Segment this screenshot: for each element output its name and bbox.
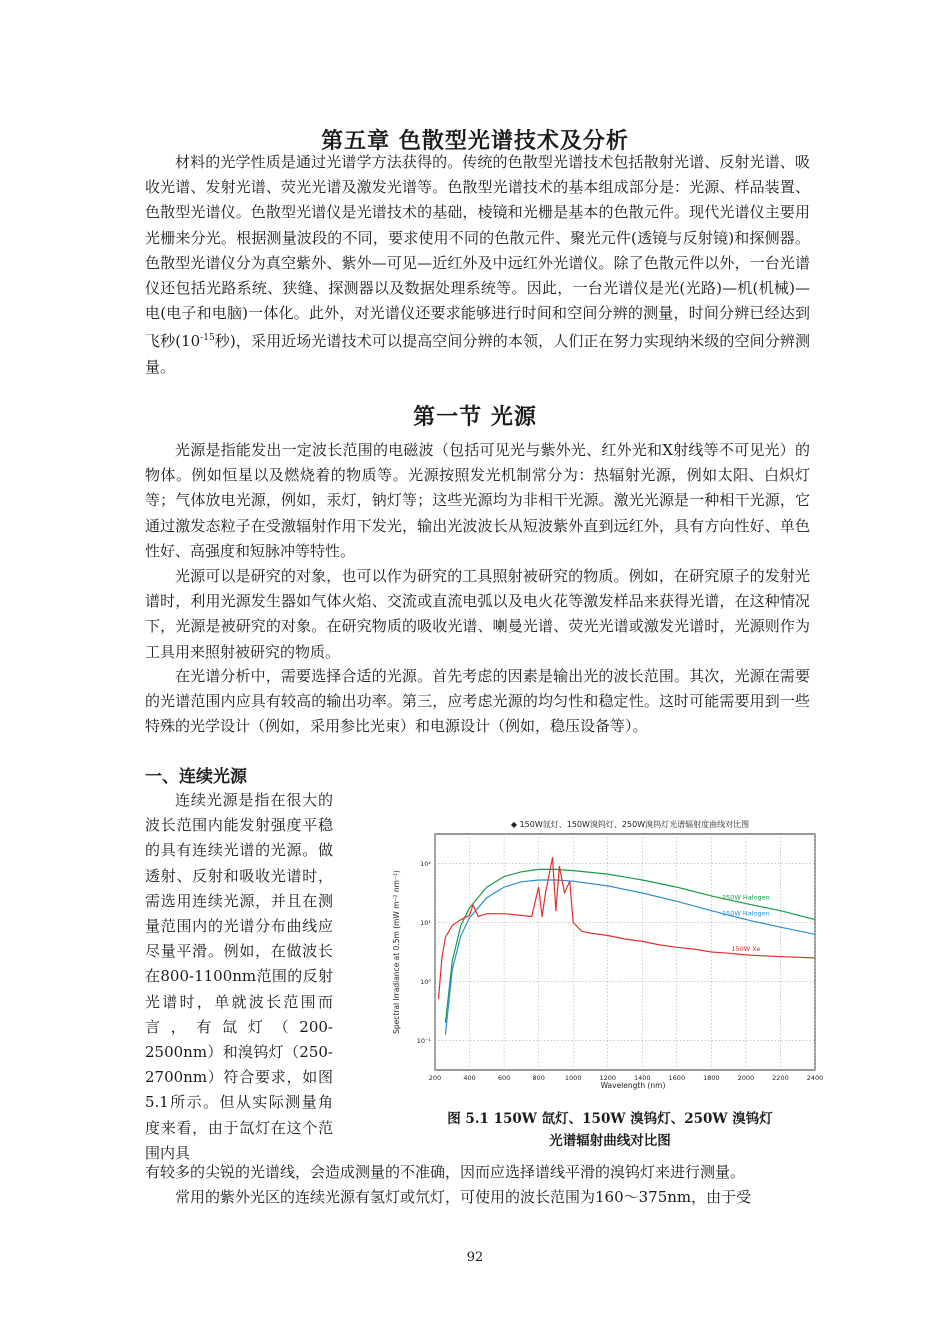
intro-text-part1: 材料的光学性质是通过光谱学方法获得的。传统的色散型光谱技术包括散射光谱、反射光谱、吸收光谱、发射光谱、荧光光谱及激发光谱等。色散型光谱技术的基本组成部分是：光源、样品装置、色散型光谱仪。色散型光谱仪是光谱技术的基础，棱镜和光栅是基本的色散元件。现代光谱仪主要用光栅来分光。根据测量波段的不同，要求使用不同的色散元件、聚光元件(透镜与反射镜)和探侧器。色散型光谱仪分为真空紫外、紫外—可见—近红外及中远红外光谱仪。除了色散元件以外，一台光谱仪还包括光路系统、狭缝、探测器以及数据处理系统等。因此，一台光谱仪是光(光路)—机(机械)—电(电子和电脑)一体化。此外，对光谱仪还要求能够进行时间和空间分辨的测量，时间分辨已经达到飞秒(10	[145, 153, 810, 351]
intro-paragraph	[145, 150, 810, 380]
x-tick-label: 1200	[599, 1074, 617, 1082]
section-paragraph-2: 光源可以是研究的对象，也可以作为研究的工具照射被研究的物质。例如，在研究原子的发射光谱时，利用光源发生器如气体火焰、交流或直流电弧以及电火花等激发样品来获得光谱，在这种情况下，光源是被研究的对象。在研究物质的吸收光谱、喇曼光谱、荧光光谱或激发光谱时，光源则作为工具用来照射被研究的物质。	[145, 567, 810, 661]
spectral-chart	[385, 810, 825, 1090]
x-tick-label: 200	[428, 1074, 442, 1082]
x-tick-label: 1400	[633, 1074, 651, 1082]
figure-5-1	[385, 810, 825, 1090]
x-tick-label: 2400	[806, 1074, 824, 1082]
x-tick-label: 1800	[703, 1074, 720, 1082]
series-label: 150W Halogen	[722, 909, 770, 918]
series-line-150w-xe	[439, 858, 816, 1000]
continuation-text	[145, 1160, 810, 1210]
side-paragraph: 连续光源是指在很大的波长范围内能发射强度平稳的具有连续光谱的光源。做透射、反射和吸收光谱时，需选用连续光源，并且在测量范围内的光谱分布曲线应尽量平滑。例如，在做波长在800-1100nm范围的反射光谱时，单就波长范围而言，有氙灯（200-2500nm）和溴钨灯（250-2700nm）符合要求，如图5.1所示。但从实际测量角度来看，由于氙灯在这个范围内具	[145, 791, 333, 1162]
x-tick-label: 1000	[564, 1074, 582, 1082]
x-axis-label: Wavelength (nm)	[600, 1081, 666, 1090]
section-paragraph-1: 光源是指能发出一定波长范围的电磁波（包括可见光与紫外光、红外光和X射线等不可见光）的物体。例如恒星以及燃烧着的物质等。光源按照发光机制常分为：热辐射光源，例如太阳、白炽灯等；气体放电光源，例如，汞灯，钠灯等；这些光源均为非相干光源。激光光源是一种相干光源，它通过激发态粒子在受激辐射作用下发光，输出光波波长从短波紫外直到远红外，具有方向性好、单色性好、高强度和短脉冲等特性。	[145, 441, 810, 560]
caption-line-2: 光谱辐射曲线对比图	[549, 1133, 671, 1149]
y-axis-label: Spectral Irradiance at 0.5m (mW m⁻² nm⁻¹)	[392, 870, 401, 1034]
y-tick-label: 10⁰	[420, 978, 431, 986]
y-tick-label: 10²	[420, 860, 431, 868]
x-tick-label: 1600	[668, 1074, 686, 1082]
x-tick-label: 2200	[772, 1074, 789, 1082]
continuation-line-1: 有较多的尖锐的光谱线，会造成测量的不准确，因而应选择谱线平滑的溴钨灯来进行测量。	[145, 1163, 746, 1181]
intro-text-part2: 秒)，采用近场光谱技术可以提高空间分辨的本领，人们正在努力实现纳米级的空间分辨测量。	[145, 332, 810, 376]
x-tick-label: 800	[532, 1074, 545, 1082]
chart-title: ◆ 150W氙灯、150W溴钨灯、250W溴钨灯光谱辐射度曲线对比图	[510, 820, 750, 829]
page-number: 92	[466, 1250, 484, 1265]
y-tick-label: 10¹	[420, 919, 431, 927]
y-tick-label: 10⁻¹	[416, 1037, 431, 1045]
chapter-title: 第五章 色散型光谱技术及分析	[321, 128, 629, 154]
x-tick-label: 400	[463, 1074, 476, 1082]
section-paragraph-3: 在光谱分析中，需要选择合适的光源。首先考虑的因素是输出光的波长范围。其次，光源在需要的光谱范围内应具有较高的输出功率。第三，应考虑光源的均匀性和稳定性。这时可能需要用到一些特殊的光学设计（例如，采用参比光束）和电源设计（例如，稳压设备等）。	[145, 667, 810, 736]
x-tick-label: 2000	[737, 1074, 755, 1082]
subsection-title: 一、连续光源	[145, 767, 247, 787]
series-line-150w-halogen	[445, 880, 815, 1035]
section-title: 第一节 光源	[413, 404, 537, 430]
series-label: 150W Xe	[731, 944, 761, 953]
continuation-line-2: 常用的紫外光区的连续光源有氢灯或氘灯，可使用的波长范围为160～375nm，由于受	[145, 1188, 752, 1207]
x-tick-label: 600	[497, 1074, 511, 1082]
figure-caption	[430, 1108, 790, 1152]
series-label: 250W Halogen	[722, 893, 770, 902]
intro-exponent: -15	[200, 333, 215, 344]
caption-line-1: 图 5.1 150W 氙灯、150W 溴钨灯、250W 溴钨灯	[447, 1111, 773, 1127]
